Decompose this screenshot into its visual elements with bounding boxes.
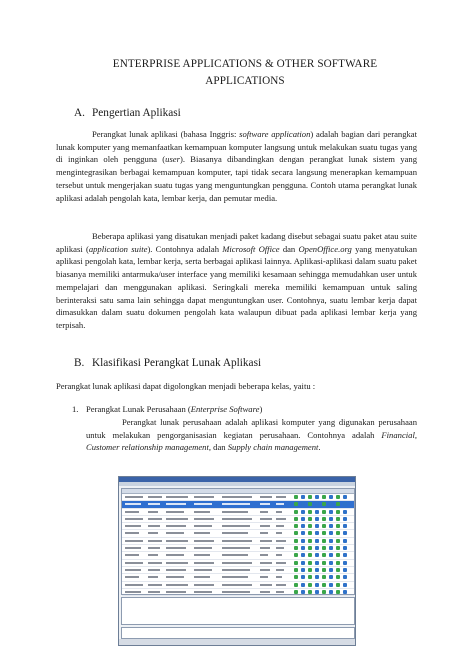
grid-cell <box>260 569 270 571</box>
grid-cell <box>222 554 248 556</box>
status-icon <box>294 517 298 521</box>
grid-cell <box>125 554 139 556</box>
screenshot-statusbar <box>119 639 355 645</box>
section-a-paragraph-1 <box>56 128 417 204</box>
grid-cell <box>276 569 284 571</box>
grid-cell <box>166 532 184 534</box>
grid-cell <box>222 591 250 593</box>
grid-row <box>122 538 354 545</box>
status-icon <box>315 546 319 550</box>
status-icon <box>336 517 340 521</box>
grid-cell <box>260 503 270 505</box>
grid-cell <box>166 540 188 542</box>
status-icon <box>301 583 305 587</box>
status-icon <box>294 561 298 565</box>
status-icon <box>343 575 347 579</box>
status-icon <box>322 517 326 521</box>
list-item-1-title <box>72 403 418 416</box>
grid-row <box>122 582 354 589</box>
status-icon <box>336 531 340 535</box>
status-icon <box>329 517 333 521</box>
status-icon <box>329 502 333 506</box>
section-b-heading <box>74 357 261 369</box>
status-icon <box>336 539 340 543</box>
grid-cell <box>148 511 158 513</box>
status-icon <box>301 553 305 557</box>
text-run: Perangkat lunak aplikasi (bahasa Inggris: <box>92 129 240 139</box>
section-a-heading <box>74 107 181 119</box>
status-icon <box>343 531 347 535</box>
status-icon <box>322 553 326 557</box>
section-b-title: Klasifikasi Perangkat Lunak Aplikasi <box>92 357 262 369</box>
status-icon <box>322 495 326 499</box>
grid-row <box>122 567 354 574</box>
status-icon <box>329 568 333 572</box>
grid-cell <box>276 547 284 549</box>
grid-cell <box>222 562 252 564</box>
status-icon <box>301 561 305 565</box>
grid-cell <box>260 554 268 556</box>
grid-cell <box>166 576 184 578</box>
grid-cell <box>276 525 284 527</box>
status-icon <box>343 510 347 514</box>
enterprise-software-screenshot <box>118 476 356 646</box>
status-icon <box>322 510 326 514</box>
grid-cell <box>276 532 282 534</box>
grid-cell <box>148 591 160 593</box>
text-run: dan <box>279 243 299 254</box>
text-run: Beberapa aplikasi yang disatukan menjadi paket kadang disebut sebagai suatu paket atau suite aplikasi ( <box>56 231 417 254</box>
status-icon <box>308 553 312 557</box>
status-icon <box>336 553 340 557</box>
status-icon <box>315 575 319 579</box>
grid-cell <box>166 569 186 571</box>
grid-cell <box>194 584 214 586</box>
grid-cell <box>148 496 162 498</box>
status-icon <box>301 539 305 543</box>
status-icon <box>322 568 326 572</box>
grid-cell <box>260 591 270 593</box>
status-icon <box>301 524 305 528</box>
grid-cell <box>166 562 188 564</box>
grid-cell <box>194 511 210 513</box>
status-icon <box>315 583 319 587</box>
status-icon <box>315 568 319 572</box>
status-icon <box>294 510 298 514</box>
status-icon <box>336 495 340 499</box>
status-icon <box>315 539 319 543</box>
title-line-1: ENTERPRISE APPLICATIONS & OTHER SOFTWARE <box>112 58 378 70</box>
status-icon <box>336 575 340 579</box>
grid-cell <box>276 554 282 556</box>
section-a-paragraph-2 <box>56 230 417 332</box>
grid-cell <box>148 569 160 571</box>
status-icon <box>343 495 347 499</box>
grid-cell <box>276 503 284 505</box>
section-a-title: Pengertian Aplikasi <box>92 107 181 119</box>
status-icon <box>294 553 298 557</box>
grid-cell <box>166 496 188 498</box>
text-run: ). Biasanya dibandingkan dengan perangkat lunak sistem yang mengintegrasikan berbagai kemampuan komputer, tapi tidak secara langsung menerapkan kemampuan tersebut untuk mengerjakan suatu tugas yang menguntungkan pengguna. Contoh utama perangkat lunak aplikasi adalah pengolah kata, lembar kerja, dan pemutar media. <box>56 154 417 203</box>
status-icon <box>308 546 312 550</box>
grid-cell <box>260 540 272 542</box>
status-icon <box>343 568 347 572</box>
grid-cell <box>148 525 160 527</box>
section-a-number: A. <box>74 107 85 119</box>
grid-cell <box>125 562 143 564</box>
grid-row <box>122 560 354 567</box>
grid-cell <box>276 562 286 564</box>
grid-cell <box>125 496 143 498</box>
grid-row <box>122 494 354 501</box>
grid-cell <box>194 503 212 505</box>
status-icon <box>294 531 298 535</box>
status-icon <box>308 575 312 579</box>
grid-cell <box>260 518 272 520</box>
italic-term: Financial <box>381 429 415 440</box>
grid-cell <box>260 562 272 564</box>
status-icon <box>322 539 326 543</box>
grid-cell <box>125 576 139 578</box>
grid-cell <box>166 547 186 549</box>
status-icon <box>308 568 312 572</box>
screenshot-data-grid <box>121 488 355 595</box>
italic-term: OpenOffice.org <box>298 243 352 254</box>
grid-row <box>122 516 354 523</box>
status-icon <box>294 524 298 528</box>
grid-cell <box>166 554 184 556</box>
status-icon <box>315 531 319 535</box>
grid-cell <box>222 496 252 498</box>
grid-row <box>122 589 354 596</box>
grid-cell <box>125 547 141 549</box>
grid-cell <box>276 511 282 513</box>
status-icon <box>301 531 305 535</box>
grid-cell <box>125 569 141 571</box>
grid-cell <box>194 562 214 564</box>
text-run: ) adalah bagian dari perangkat lunak komputer yang memanfaatkan kemampuan komputer langsung untuk melakukan suatu tugas yang di inginkan oleh pengguna ( <box>56 129 417 165</box>
italic-term: Customer relationship management <box>86 442 209 453</box>
list-item-number: 1. <box>72 404 79 414</box>
italic-term: user <box>165 154 180 165</box>
grid-cell <box>194 525 212 527</box>
grid-cell <box>148 547 160 549</box>
status-icon <box>322 561 326 565</box>
grid-cell <box>276 518 286 520</box>
grid-row <box>122 509 354 516</box>
grid-cell <box>222 532 248 534</box>
grid-cell <box>276 576 282 578</box>
status-icon <box>336 590 340 594</box>
list-item-1-body <box>86 416 417 454</box>
grid-row <box>122 574 354 581</box>
grid-cell <box>194 532 210 534</box>
status-icon <box>294 590 298 594</box>
grid-cell <box>194 569 212 571</box>
status-icon <box>343 517 347 521</box>
grid-cell <box>222 525 250 527</box>
grid-cell <box>276 584 286 586</box>
status-icon <box>294 502 298 506</box>
status-icon <box>343 502 347 506</box>
status-icon <box>315 502 319 506</box>
status-icon <box>322 502 326 506</box>
status-icon <box>329 590 333 594</box>
status-icon <box>343 553 347 557</box>
status-icon <box>315 495 319 499</box>
status-icon <box>329 510 333 514</box>
status-icon <box>329 575 333 579</box>
status-icon <box>308 531 312 535</box>
grid-row <box>122 545 354 552</box>
grid-cell <box>276 540 286 542</box>
status-icon <box>301 568 305 572</box>
grid-cell <box>166 503 186 505</box>
grid-cell <box>222 584 252 586</box>
status-icon <box>322 575 326 579</box>
status-icon <box>329 495 333 499</box>
grid-cell <box>148 576 158 578</box>
text-run: , dan <box>208 442 228 453</box>
grid-cell <box>166 511 184 513</box>
grid-cell <box>148 584 162 586</box>
status-icon <box>294 583 298 587</box>
status-icon <box>336 524 340 528</box>
grid-cell <box>276 591 284 593</box>
status-icon <box>336 561 340 565</box>
status-icon <box>315 553 319 557</box>
text-run: , <box>414 429 417 440</box>
italic-term: Supply chain management <box>227 442 319 453</box>
grid-cell <box>194 547 212 549</box>
grid-cell <box>125 540 143 542</box>
status-icon <box>294 575 298 579</box>
grid-cell <box>222 511 248 513</box>
status-icon <box>301 546 305 550</box>
grid-cell <box>166 584 188 586</box>
grid-cell <box>194 554 210 556</box>
status-icon <box>336 568 340 572</box>
grid-row <box>122 501 354 508</box>
grid-cell <box>125 591 141 593</box>
grid-cell <box>194 576 210 578</box>
grid-cell <box>260 584 272 586</box>
status-icon <box>329 583 333 587</box>
screenshot-toolbar <box>119 482 355 486</box>
status-icon <box>336 583 340 587</box>
grid-row <box>122 552 354 559</box>
grid-cell <box>125 525 141 527</box>
status-icon <box>308 502 312 506</box>
grid-cell <box>260 511 268 513</box>
italic-term: software application <box>239 129 311 139</box>
status-icon <box>322 531 326 535</box>
status-icon <box>301 590 305 594</box>
status-icon <box>315 510 319 514</box>
grid-cell <box>260 532 268 534</box>
status-icon <box>301 575 305 579</box>
status-icon <box>294 495 298 499</box>
status-icon <box>329 553 333 557</box>
status-icon <box>308 561 312 565</box>
grid-cell <box>125 584 143 586</box>
grid-cell <box>260 547 270 549</box>
status-icon <box>301 502 305 506</box>
grid-cell <box>260 496 272 498</box>
status-icon <box>315 524 319 528</box>
status-icon <box>322 590 326 594</box>
grid-cell <box>194 496 214 498</box>
status-icon <box>308 539 312 543</box>
grid-cell <box>125 518 143 520</box>
status-icon <box>308 517 312 521</box>
grid-cell <box>222 569 250 571</box>
status-icon <box>329 531 333 535</box>
grid-cell <box>194 518 214 520</box>
grid-cell <box>125 503 141 505</box>
grid-cell <box>194 591 212 593</box>
status-icon <box>329 539 333 543</box>
grid-cell <box>148 532 158 534</box>
status-icon <box>336 510 340 514</box>
status-icon <box>308 583 312 587</box>
screenshot-detail-pane <box>121 597 355 625</box>
text-run: Perangkat Lunak Perusahaan ( <box>86 404 191 414</box>
status-icon <box>294 546 298 550</box>
text-run: Perangkat lunak perusahaan adalah aplikasi komputer yang digunakan perusahaan untuk melakukan pengorganisasian kegiatan perusahaan. Contohnya adalah <box>86 417 417 440</box>
status-icon <box>308 524 312 528</box>
grid-cell <box>148 554 158 556</box>
grid-cell <box>222 576 248 578</box>
status-icon <box>322 546 326 550</box>
status-icon <box>322 583 326 587</box>
grid-cell <box>260 525 270 527</box>
grid-rows <box>122 494 354 596</box>
status-icon <box>329 546 333 550</box>
grid-cell <box>148 518 162 520</box>
status-icon <box>336 546 340 550</box>
grid-cell <box>222 547 250 549</box>
grid-cell <box>166 518 188 520</box>
status-icon <box>301 495 305 499</box>
status-icon <box>329 561 333 565</box>
italic-term: Microsoft Office <box>222 243 280 254</box>
grid-cell <box>148 540 162 542</box>
status-icon <box>308 510 312 514</box>
status-icon <box>301 517 305 521</box>
grid-cell <box>166 525 186 527</box>
text-run: . <box>318 442 321 453</box>
text-run: ). Contohnya adalah <box>147 243 223 254</box>
grid-cell <box>222 503 250 505</box>
section-b-number: B. <box>74 357 85 369</box>
status-icon <box>315 590 319 594</box>
grid-row <box>122 523 354 530</box>
status-icon <box>343 583 347 587</box>
status-icon <box>294 568 298 572</box>
status-icon <box>315 517 319 521</box>
status-icon <box>294 539 298 543</box>
status-icon <box>343 524 347 528</box>
status-icon <box>343 546 347 550</box>
grid-cell <box>148 503 160 505</box>
status-icon <box>336 502 340 506</box>
grid-cell <box>222 540 252 542</box>
status-icon <box>329 524 333 528</box>
status-icon <box>343 561 347 565</box>
section-b-intro: Perangkat lunak aplikasi dapat digolongkan menjadi beberapa kelas, yaitu : <box>56 381 316 391</box>
title-line-2: APPLICATIONS <box>205 75 285 87</box>
grid-cell <box>125 532 139 534</box>
grid-row <box>122 530 354 537</box>
grid-cell <box>194 540 214 542</box>
document-title <box>60 56 430 90</box>
status-icon <box>315 561 319 565</box>
status-icon <box>343 590 347 594</box>
grid-cell <box>276 496 286 498</box>
grid-cell <box>166 591 186 593</box>
grid-cell <box>260 576 268 578</box>
status-icon <box>322 524 326 528</box>
grid-cell <box>222 518 252 520</box>
screenshot-bottom-pane <box>121 627 355 639</box>
italic-term: application suite <box>88 243 148 254</box>
text-run: ) <box>259 404 263 414</box>
grid-cell <box>148 562 162 564</box>
text-run: yang menyatukan aplikasi pengolah kata, lembar kerja, serta berbagai aplikasi lainnya. Aplikasi-aplikasi dalam suatu paket biasanya memiliki antarmuka/user interface yang memiliki kesamaan sehingga memudahkan user untuk mempelajari dan menggunakan aplikasi. Seringkali mereka memiliki kemampuan untuk saling berinteraksi satu sama lain sehingga dapat menguntungkan user. Contohnya, suatu lembar kerja dapat dimasukkan dalam suatu dokumen pengolah kata walaupun dibuat pada aplikasi lembar kerja yang terpisah. <box>56 243 417 330</box>
grid-cell <box>125 511 139 513</box>
status-icon <box>308 495 312 499</box>
status-icon <box>308 590 312 594</box>
italic-term: Enterprise Software <box>190 404 260 414</box>
status-icon <box>301 510 305 514</box>
status-icon <box>343 539 347 543</box>
